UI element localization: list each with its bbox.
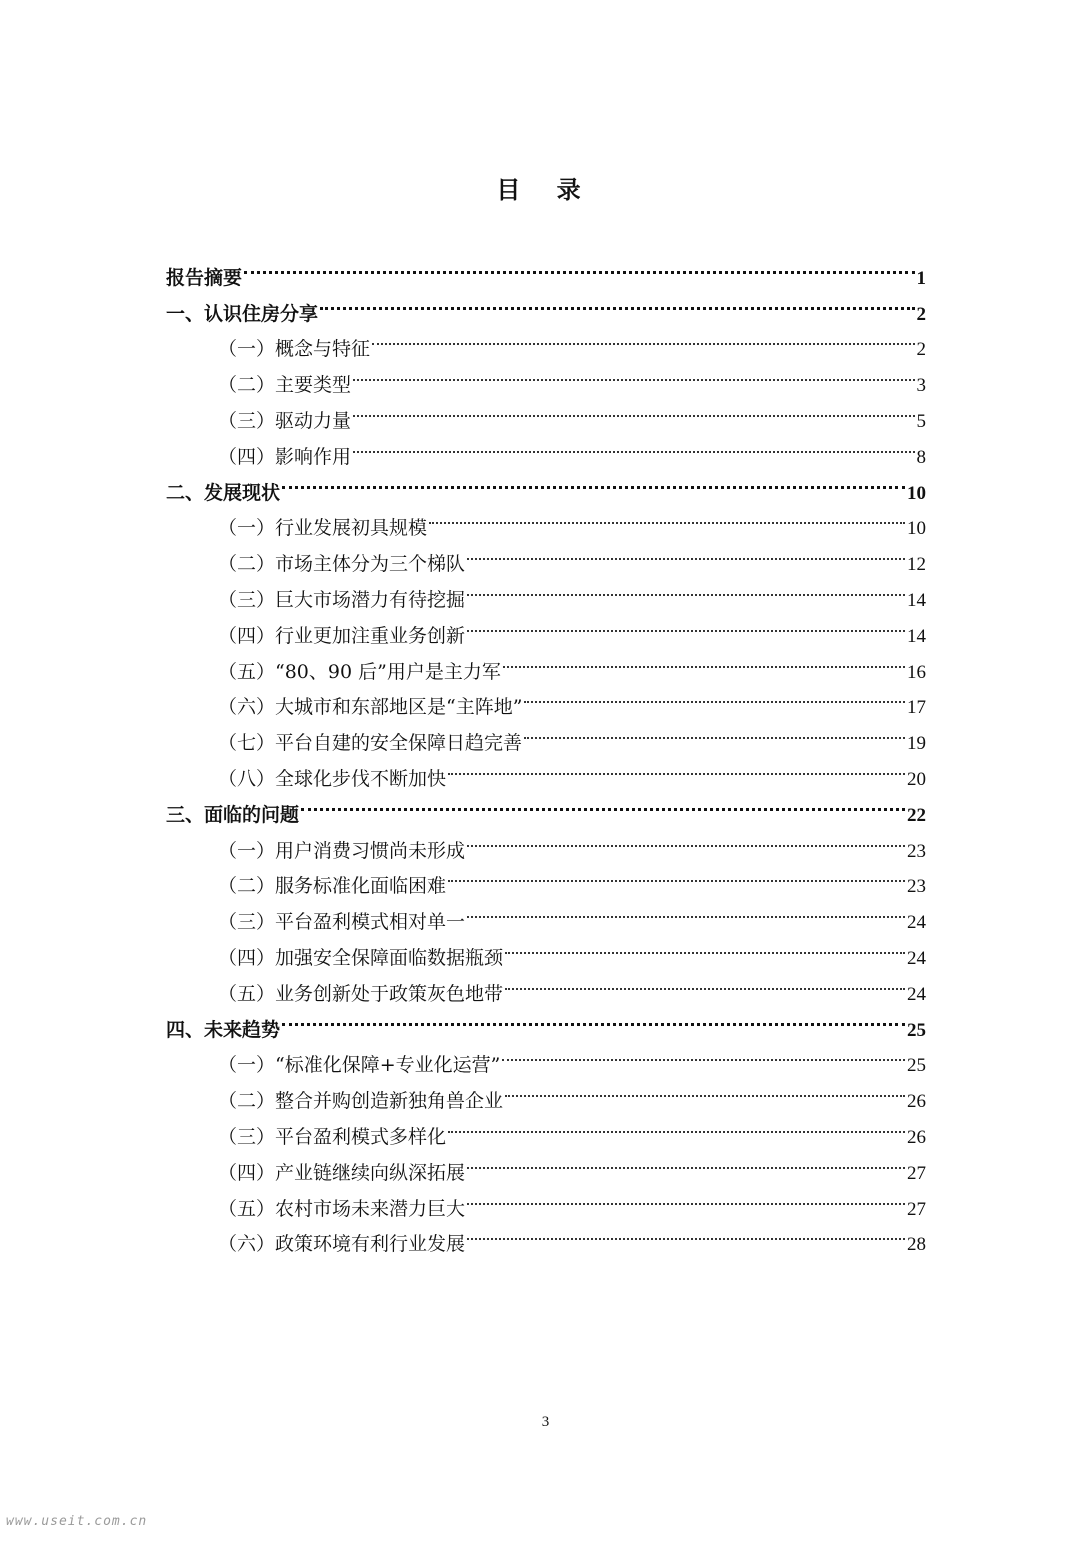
toc-entry-label: （五）业务创新处于政策灰色地带 — [218, 982, 504, 1005]
toc-dot-leader — [353, 355, 914, 391]
toc-entry-label: 二、发展现状 — [166, 481, 281, 504]
toc-entry-label: （三）平台盈利模式多样化 — [218, 1125, 447, 1148]
toc-entry-label: （一）行业发展初具规模 — [218, 517, 428, 540]
toc-entry-page-number: 24 — [907, 912, 926, 934]
toc-dot-leader — [448, 749, 905, 785]
toc-dot-leader — [505, 1071, 905, 1107]
toc-dot-leader — [467, 892, 905, 928]
toc-entry-page-number: 3 — [916, 375, 926, 397]
toc-entry-page-number: 1 — [916, 267, 926, 289]
toc-dot-leader — [372, 320, 914, 356]
toc-dot-leader — [503, 642, 905, 678]
toc-dot-leader — [467, 570, 905, 606]
toc-entry-label: （七）平台自建的安全保障日趋完善 — [218, 732, 523, 755]
toc-entry-label: （三）平台盈利模式相对单一 — [218, 911, 466, 934]
toc-dot-leader — [282, 1000, 905, 1036]
toc-entry-page-number: 16 — [907, 661, 926, 683]
page-number: 3 — [541, 1414, 550, 1430]
toc-entry-label: （一）概念与特征 — [218, 338, 371, 361]
toc-dot-leader — [448, 857, 905, 893]
toc-entry-page-number: 14 — [907, 625, 926, 647]
toc-entry-page-number: 25 — [907, 1055, 926, 1077]
toc-dot-leader — [467, 821, 905, 857]
toc-dot-leader — [467, 606, 905, 642]
toc-entry-label: （二）市场主体分为三个梯队 — [218, 553, 466, 576]
toc-entry-page-number: 27 — [907, 1162, 926, 1184]
toc-entry-page-number: 26 — [907, 1126, 926, 1148]
toc-entry-label: （四）加强安全保障面临数据瓶颈 — [218, 946, 504, 969]
toc-entry-page-number: 10 — [907, 518, 926, 540]
toc-dot-leader — [353, 427, 914, 463]
toc-entry-label: （八）全球化步伐不断加快 — [218, 767, 447, 790]
toc-entry-page-number: 23 — [907, 840, 926, 862]
toc-entry-page-number: 10 — [907, 482, 926, 504]
toc-chapter-entry[interactable] — [166, 284, 926, 325]
toc-dot-leader — [505, 928, 905, 964]
toc-entry-label: 四、未来趋势 — [166, 1018, 281, 1041]
toc-entry-label: （四）产业链继续向纵深拓展 — [218, 1161, 466, 1184]
page-title: 目 录 — [496, 176, 595, 204]
toc-entry-page-number: 25 — [907, 1019, 926, 1041]
toc-dot-leader — [524, 713, 905, 749]
toc-entry-label: （四）行业更加注重业务创新 — [218, 624, 466, 647]
toc-dot-leader — [467, 1143, 905, 1179]
toc-entry-label: （四）影响作用 — [218, 445, 352, 468]
toc-entry-page-number: 5 — [916, 410, 926, 432]
toc-entry-page-number: 20 — [907, 768, 926, 790]
toc-dot-leader — [448, 1107, 905, 1143]
toc-dot-leader — [429, 499, 905, 535]
toc-entry-label: （六）政策环境有利行业发展 — [218, 1233, 466, 1256]
toc-entry-page-number: 14 — [907, 589, 926, 611]
toc-entry-label: （二）主要类型 — [218, 374, 352, 397]
toc-entry-label: （一）“标准化保障+专业化运营” — [218, 1054, 501, 1077]
toc-entry-page-number: 2 — [916, 303, 926, 325]
toc-entry-label: 三、面临的问题 — [166, 803, 300, 826]
toc-dot-leader — [502, 1036, 905, 1072]
toc-dot-leader — [467, 1179, 905, 1215]
toc-entry-label: （六）大城市和东部地区是“主阵地” — [218, 696, 523, 719]
toc-dot-leader — [467, 1215, 905, 1251]
toc-entry-page-number: 17 — [907, 697, 926, 719]
toc-entry-page-number: 19 — [907, 733, 926, 755]
toc-dot-leader — [353, 391, 914, 427]
toc-entry-page-number: 24 — [907, 947, 926, 969]
toc-entry-page-number: 24 — [907, 983, 926, 1005]
toc-chapter-entry[interactable] — [166, 248, 926, 289]
toc-entry-label: （三）驱动力量 — [218, 409, 352, 432]
toc-dot-leader — [244, 248, 914, 284]
toc-entry-page-number: 12 — [907, 554, 926, 576]
toc-entry-page-number: 22 — [907, 804, 926, 826]
toc-entry-label: 报告摘要 — [166, 266, 243, 289]
toc-dot-leader — [467, 534, 905, 570]
toc-entry-page-number: 26 — [907, 1091, 926, 1113]
toc-entry-label: （二）整合并购创造新独角兽企业 — [218, 1090, 504, 1113]
toc-entry-page-number: 8 — [916, 446, 926, 468]
toc-dot-leader — [301, 785, 905, 821]
toc-entry-page-number: 23 — [907, 876, 926, 898]
toc-entry-label: （二）服务标准化面临困难 — [218, 875, 447, 898]
toc-entry-label: 一、认识住房分享 — [166, 302, 319, 325]
table-of-contents — [166, 248, 926, 1256]
toc-entry-label: （五）“80、90 后”用户是主力军 — [218, 660, 501, 683]
toc-dot-leader — [505, 964, 905, 1000]
toc-dot-leader — [320, 284, 914, 320]
watermark: www.useit.com.cn — [6, 1514, 148, 1529]
toc-entry-label: （一）用户消费习惯尚未形成 — [218, 839, 466, 862]
toc-entry-label: （五）农村市场未来潜力巨大 — [218, 1197, 466, 1220]
toc-entry-page-number: 28 — [907, 1234, 926, 1256]
toc-entry-page-number: 27 — [907, 1198, 926, 1220]
toc-dot-leader — [282, 463, 905, 499]
toc-entry-page-number: 2 — [916, 339, 926, 361]
toc-dot-leader — [524, 678, 905, 714]
toc-entry-label: （三）巨大市场潜力有待挖掘 — [218, 588, 466, 611]
